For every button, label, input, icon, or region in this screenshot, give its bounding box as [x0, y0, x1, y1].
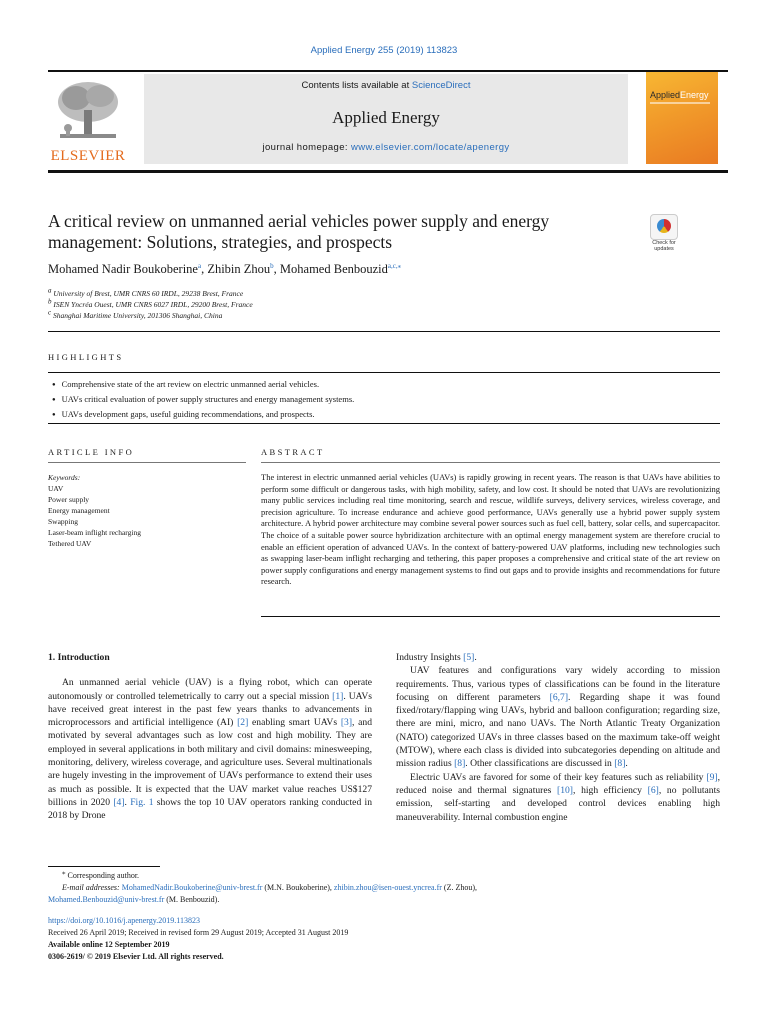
highlights-heading: HIGHLIGHTS	[48, 352, 124, 362]
homepage-link[interactable]: www.elsevier.com/locate/apenergy	[351, 142, 510, 153]
text-run: An unmanned aerial vehicle (UAV) is a flying robot, which can operate autonomously or controlled telemetrically to carry out a special mission	[48, 677, 372, 702]
divider	[48, 462, 246, 463]
text-run: . UAVs have received great interest in the past few years thanks to advancements in microprocessors and artificial intelligence (AI)	[48, 690, 372, 729]
text-run: .	[474, 652, 477, 663]
keyword: Swapping	[48, 517, 78, 526]
email-label: E-mail addresses:	[62, 883, 122, 892]
publisher-name: ELSEVIER	[50, 148, 126, 164]
citation-link[interactable]: [9]	[706, 771, 718, 783]
body-paragraph	[396, 651, 720, 664]
abstract-text: The interest in electric unmanned aerial vehicles (UAVs) is rapidly growing in recent years. The reason is that UAVs have abilities to perform some difficult or dangerous tasks, with high mobility, safety, and low cost. It should be noted that UAVs are revolutionizing many public services including real time monitoring, search and rescue, wildlife surveys, delivery services, wireless coverage, and precision agriculture. To increase endurance and achieve good performance, UAVs generally use a hybrid power supply system architecture. A hybrid power architecture may combine several power sources such as fuel cell, battery, solar cells, and supercapacitor. The choice of a suitable power source hybridization architecture with an optimal energy management system are therefore crucial to enable an efficient operation of advanced UAVs. In the context of battery-powered UAV platforms, including new technologies such as swapping laser-beam inflight recharging and tethering, this paper proposes a comprehensive and critical state of the art review on power supply configurations and energy management systems to find out gaps and to provide insights and recommendations for future research.	[261, 472, 720, 587]
check-updates-icon	[650, 214, 678, 240]
text-run: UAV features and configurations vary widely according to mission requirements. Thus, various types of classifications can be found in the literature focusing on different parameters	[396, 665, 720, 703]
article-info-heading: ARTICLE INFO	[48, 447, 135, 457]
author-list: Mohamed Nadir Boukoberine$^a$, Zhibin Zhou$^b$, Mohamed Benbouzid$^{a,c,⁎}$	[48, 261, 402, 276]
received-dates: Received 26 April 2019; Received in revised form 29 August 2019; Accepted 31 August 2019	[48, 928, 349, 937]
text-run: shows the top 10 UAV operators ranking conducted in 2018 by Drone	[48, 796, 372, 822]
keywords-block	[48, 472, 141, 549]
corresponding-author-text: Corresponding author.	[67, 871, 140, 880]
keyword: Energy management	[48, 506, 110, 515]
homepage-line	[144, 142, 628, 153]
text-run: .	[124, 796, 131, 808]
affiliation-item	[48, 299, 253, 310]
citation-link[interactable]: Fig. 1	[130, 796, 154, 808]
email-link[interactable]: zhibin.zhou@isen-ouest.yncrea.fr	[333, 883, 442, 892]
journal-name: Applied Energy	[332, 108, 440, 127]
citation-link[interactable]: [4]	[113, 796, 125, 808]
text-run: .	[625, 758, 628, 770]
keyword: UAV	[48, 484, 64, 493]
affiliation-item	[48, 288, 253, 299]
cover-title-energy: Energy	[680, 90, 709, 100]
body-column-right	[396, 651, 720, 824]
email-owner: (Z. Zhou),	[441, 883, 478, 892]
citation-link[interactable]: [6]	[647, 784, 659, 796]
text-run: , no pollutants emission, self-starting and developed control devices enabling high maneuverability. Internal combustion engine	[396, 784, 720, 823]
citation-link[interactable]: [3]	[340, 717, 353, 729]
affiliation-item	[48, 310, 253, 321]
citation-link[interactable]: [8]	[454, 758, 466, 770]
text-run: . Regarding shape it was found fixed/rotary/flapping wing UAVs, hybrid and balloon configuration; regarding size, there are mini, micro, and nano UAVs. The North Atlantic Treaty Organization (NATO) categorized UAVs in three classes based on the maximum take-off weight (MTOW), where each class is divided into subcategories depending on altitude and mission radius	[396, 691, 720, 770]
text-run: Industry Insights	[396, 652, 464, 663]
sciencedirect-link[interactable]: ScienceDirect	[411, 80, 471, 91]
text-run: Electric UAVs are favored for some of their key features such as reliability	[410, 771, 707, 783]
citation-link[interactable]: [6,7]	[549, 691, 569, 703]
author-affiliation-mark[interactable]: a	[197, 261, 202, 270]
text-run: , high efficiency	[573, 784, 648, 796]
abstract-heading: ABSTRACT	[261, 447, 325, 457]
highlight-item: ● UAVs critical evaluation of power supply structures and energy management systems.	[52, 393, 354, 408]
divider	[48, 423, 720, 424]
cover-title	[650, 90, 709, 100]
affiliation-mark: b	[48, 297, 52, 306]
highlight-item: ● UAVs development gaps, useful guiding recommendations, and prospects.	[52, 408, 354, 423]
contents-line	[144, 80, 628, 91]
divider	[261, 616, 720, 617]
citation-link[interactable]: [5]	[463, 652, 475, 663]
available-online: Available online 12 September 2019	[48, 940, 170, 949]
affiliation-text: ISEN Yncréa Ouest, UMR CNRS 6027 IRDL, 29200 Brest, France	[53, 300, 253, 309]
email-link[interactable]: MohamedNadir.Boukoberine@univ-brest.fr	[121, 883, 263, 892]
email-addresses	[48, 882, 477, 894]
citation-link[interactable]: [2]	[237, 717, 249, 729]
copyright: 0306-2619/ © 2019 Elsevier Ltd. All rights reserved.	[48, 952, 224, 961]
citation-link[interactable]: [8]	[614, 758, 626, 770]
affiliation-text: Shanghai Maritime University, 201306 Shanghai, China	[52, 311, 223, 320]
author-name[interactable]: Zhibin Zhou	[207, 262, 271, 276]
doi-link[interactable]: https://doi.org/10.1016/j.apenergy.2019.113823	[48, 916, 200, 925]
contents-prefix: Contents lists available at	[301, 80, 412, 91]
affiliation-mark: a	[48, 286, 52, 295]
corresponding-author-note: ⁎ Corresponding author.	[62, 868, 140, 880]
keyword: Tethered UAV	[48, 539, 92, 548]
masthead	[48, 70, 728, 164]
text-run: , and motivated by several advantages such as low cost and high mobility. They are employed in several applications in both military and civil domains: minesweeping, monitoring, delivery, wireless coverage, and agriculture uses. Several multinationals are hugely investing in the improvement of UAVs performance to extend their uses as much as possible. It is expected that the UAV market value reaches US$127 billions in 2020	[48, 717, 372, 808]
text-run: . Other classifications are discussed in	[465, 758, 615, 770]
highlights-list	[52, 378, 354, 423]
elsevier-logo[interactable]	[48, 80, 128, 166]
section-heading-introduction: 1. Introduction	[48, 652, 110, 663]
body-column-left	[48, 651, 372, 823]
email-owner: (M. Benbouzid).	[164, 895, 220, 904]
email-addresses-cont	[48, 894, 477, 906]
footnotes	[48, 870, 477, 906]
body-paragraph	[396, 771, 720, 824]
check-updates-label: Check for updates	[652, 240, 676, 252]
divider	[48, 372, 720, 373]
author-affiliation-mark[interactable]: b	[270, 261, 274, 270]
affiliation-mark: c	[48, 308, 52, 317]
email-owner: (M.N. Boukoberine),	[262, 883, 334, 892]
journal-banner	[144, 74, 628, 164]
body-paragraph	[48, 676, 372, 822]
highlight-item: ● Comprehensive state of the art review on electric unmanned aerial vehicles.	[52, 378, 354, 393]
keyword: Laser-beam inflight recharging	[48, 528, 142, 537]
publication-info	[48, 915, 348, 963]
citation-link[interactable]: [10]	[557, 784, 573, 796]
body-paragraph	[396, 664, 720, 770]
homepage-prefix: journal homepage:	[262, 142, 351, 153]
email-link[interactable]: Mohamed.Benbouzid@univ-brest.fr	[48, 895, 165, 904]
cover-decoration	[650, 102, 710, 104]
affiliations	[48, 288, 253, 321]
cover-title-applied: Applied	[650, 90, 681, 100]
author-name[interactable]: Mohamed Benbouzid	[279, 262, 388, 276]
citation-link[interactable]: [1]	[332, 690, 344, 702]
divider	[48, 331, 720, 332]
author-name[interactable]: Mohamed Nadir Boukoberine	[48, 262, 198, 276]
article-title: A critical review on unmanned aerial vehicles power supply and energy management: Solutions, strategies, and prospects	[48, 211, 550, 252]
masthead-rule	[48, 170, 728, 173]
affiliation-text: University of Brest, UMR CNRS 60 IRDL, 29238 Brest, France	[53, 289, 244, 298]
text-run: , reduced noise and thermal signatures	[396, 771, 720, 796]
keywords-label: Keywords:	[48, 473, 81, 482]
journal-reference[interactable]: Applied Energy 255 (2019) 113823	[310, 45, 458, 56]
journal-cover-thumbnail[interactable]	[646, 72, 718, 164]
keyword: Power supply	[48, 495, 90, 504]
check-for-updates-button[interactable]	[646, 214, 682, 254]
text-run: enabling smart UAVs	[248, 717, 341, 729]
footnote-rule	[48, 866, 160, 867]
divider	[261, 462, 720, 463]
author-affiliation-mark[interactable]: a,c,⁎	[387, 261, 402, 270]
elsevier-tree-icon	[54, 80, 122, 142]
